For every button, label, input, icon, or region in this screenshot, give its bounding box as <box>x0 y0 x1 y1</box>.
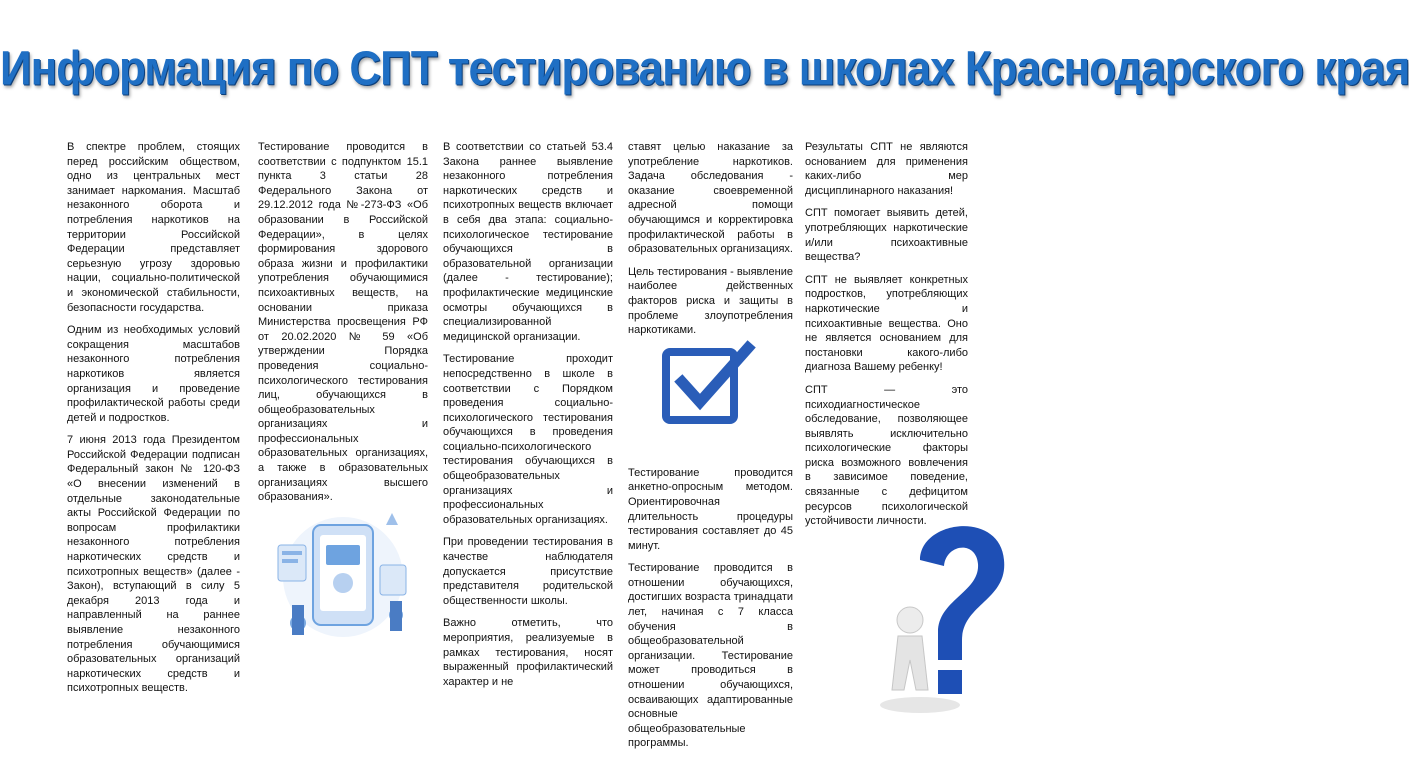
col4-paragraph-3: Тестирование проводится анкетно-опросным методом. Ориентировочная длительность процедуры тестирования составляет до 45 минут. <box>628 466 793 552</box>
col4-paragraph-2: Цель тестирования - выявление наиболее действенных факторов риска и защиты в проблеме злоупотребления наркотиками. <box>628 265 794 337</box>
col3-paragraph-1: В соответствии со статьей 53.4 Закона раннее выявление незаконного потребления наркотических средств и психотропных веществ включает в себя два этапа: социально-психологическое тестирование обучающихся в образовательной организации (далее - тестирование); профилактические медицинские осмотры обучающихся в специализированной медицинской организации. <box>443 141 613 343</box>
col3-paragraph-2: Тестирование проходит непосредственно в школе в соответствии с Порядком проведения социально-психологического тестирования обучающихся в проведения социально-психологического тестирования обучающихся в общеобразовательных организациях и профессиональных образовательных организациях. <box>443 353 613 526</box>
col2-paragraph-1: Тестирование проводится в соответствии с подпунктом 15.1 пункта 3 статьи 28 Федерального Закона от 29.12.2012 года №-273-ФЗ «Об образовании в Российской Федерации», в целях формирования здорового образа жизни и профилактики употребления обучающимися психоактивных веществ, на основании приказа Министерства просвещения РФ от 20.02.2020 № 59 «Об утверждении Порядка проведения социально-психологического тестирования лиц, обучающихся в общеобразовательных организациях и профессиональных образовательных организациях, а также в образовательных организациях высшего образования». <box>258 141 428 504</box>
column-4 <box>628 140 793 759</box>
col5-paragraph-4: СПТ — это психодиагностическое обследование, позволяющее выявлять исключительно психологические факторы риска возможного вовлечения в зависимое поведение, связанные с дефицитом ресурсов психологической устойчивости личности. <box>805 383 968 528</box>
column-5 <box>805 140 968 537</box>
question-mark-figure-icon <box>880 500 1020 720</box>
col5-paragraph-1: Результаты СПТ не являются основанием для применения каких-либо мер дисциплинарного наказания! <box>805 141 968 197</box>
column-3 <box>443 140 613 697</box>
col5-paragraph-3: СПТ не выявляет конкретных подростков, употребляющих наркотические и психоактивные вещества. Оно не является основанием для постановки какого-либо диагноза Вашему ребенку! <box>805 273 968 374</box>
col1-paragraph-1: В спектре проблем, стоящих перед российским обществом, одно из центральных мест занимает наркомания. Масштаб незаконного оборота и потребления наркотиков на территории Российской Федерации представляет серьезную угрозу здоровью нации, социально-политической и экономической стабильности, безопасности государства. <box>67 141 240 314</box>
column-2 <box>258 140 428 513</box>
col3-paragraph-3: При проведении тестирования в качестве наблюдателя допускается присутствие представителя родительской общественности школы. <box>443 536 613 607</box>
col1-paragraph-2: Одним из необходимых условий сокращения масштабов незаконного потребления наркотиков является организация и проведение профилактической работы среди детей и подростков. <box>67 324 240 424</box>
column-1 <box>67 140 240 704</box>
page-title: Информация по СПТ тестированию в школах Краснодарского края <box>0 41 1409 96</box>
col4-paragraph-1: ставят целью наказание за употребление наркотиков. Задача обследования - оказание своевременной адресной помощи обучающимся и корректировка профилактической работы в образовательных организациях. <box>628 141 793 256</box>
phone-illustration-icon <box>258 505 428 645</box>
col3-paragraph-4: Важно отметить, что мероприятия, реализуемые в рамках тестирования, носят выраженный профилактический характер и не <box>443 617 613 688</box>
col5-paragraph-2: СПТ помогает выявить детей, употребляющих наркотические и/или психоактивные вещества? <box>805 207 968 264</box>
checkmark-icon <box>662 342 754 428</box>
col4-paragraph-4: Тестирование проводится в отношении обучающихся, достигших возраста тринадцати лет, начиная с 7 класса обучения в общеобразовательной организации. Тестирование может проводиться в отношении обучающихся, осваивающих адаптированные основные общеобразовательные программы. <box>628 562 793 750</box>
col1-paragraph-3: 7 июня 2013 года Президентом Российской Федерации подписан Федеральный закон № 120-ФЗ «О внесении изменений в отдельные законодательные акты Российской Федерации по вопросам профилактики незаконного потребления наркотических средств и психотропных веществ» (далее - Закон), вступающий в силу 5 декабря 2013 года и направленный на раннее выявление незаконного потребления обучающимися образовательных организаций наркотических средств и психотропных веществ. <box>67 434 240 695</box>
